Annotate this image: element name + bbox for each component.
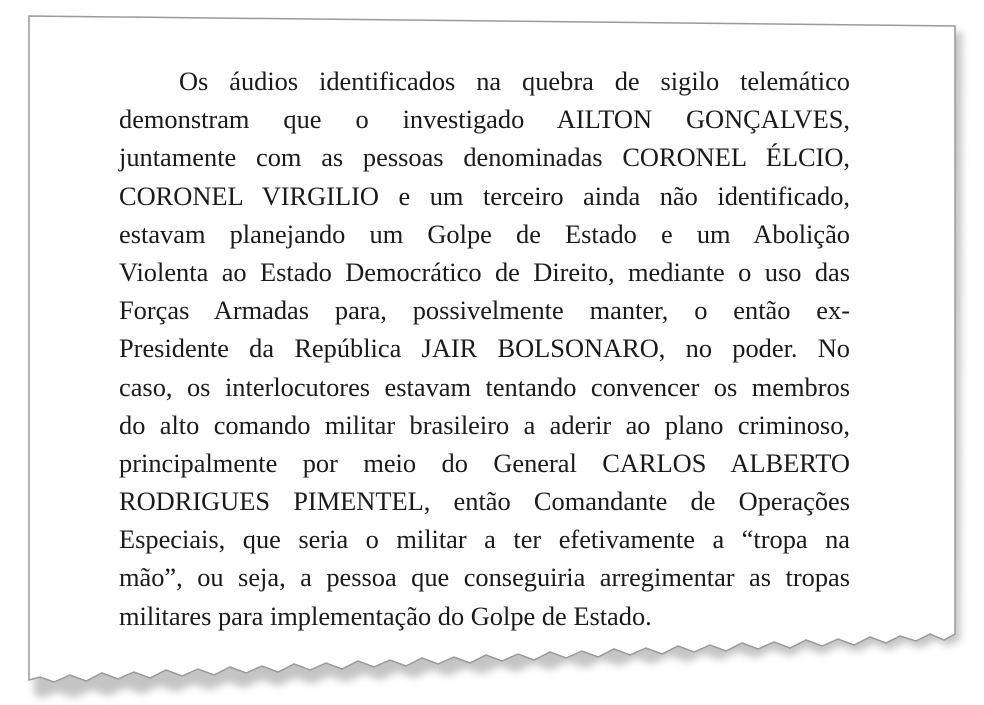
- paragraph-line: do alto comando militar brasileiro a aderir ao plano criminoso,: [119, 409, 850, 440]
- paragraph-line: caso, os interlocutores estavam tentando convencer os membros: [119, 371, 850, 402]
- paragraph-line: demonstram que o investigado AILTON GONÇALVES,: [119, 104, 850, 135]
- paragraph-line: Violenta ao Estado Democrático de Direito, mediante o uso das: [119, 256, 850, 287]
- paragraph-line: RODRIGUES PIMENTEL, então Comandante de Operações: [119, 486, 850, 517]
- paragraph-line: Presidente da República JAIR BOLSONARO, no poder. No: [119, 333, 850, 364]
- paragraph-line: Forças Armadas para, possivelmente manter, o então ex-: [119, 295, 850, 326]
- paragraph-line: mão”, ou seja, a pessoa que conseguiria arregimentar as tropas: [119, 562, 850, 593]
- paragraph-line: principalmente por meio do General CARLOS ALBERTO: [119, 447, 850, 478]
- paragraph-line: Os áudios identificados na quebra de sigilo telemático: [179, 66, 850, 96]
- paragraph-line: militares para implementação do Golpe de Estado.: [119, 600, 652, 631]
- paragraph: [119, 62, 850, 635]
- paragraph-line: Especiais, que seria o militar a ter efetivamente a “tropa na: [119, 524, 850, 555]
- paragraph-line: CORONEL VIRGILIO e um terceiro ainda não identificado,: [119, 180, 850, 211]
- paragraph-line: juntamente com as pessoas denominadas CORONEL ÉLCIO,: [119, 142, 850, 173]
- paragraph-line: estavam planejando um Golpe de Estado e um Abolição: [119, 218, 850, 249]
